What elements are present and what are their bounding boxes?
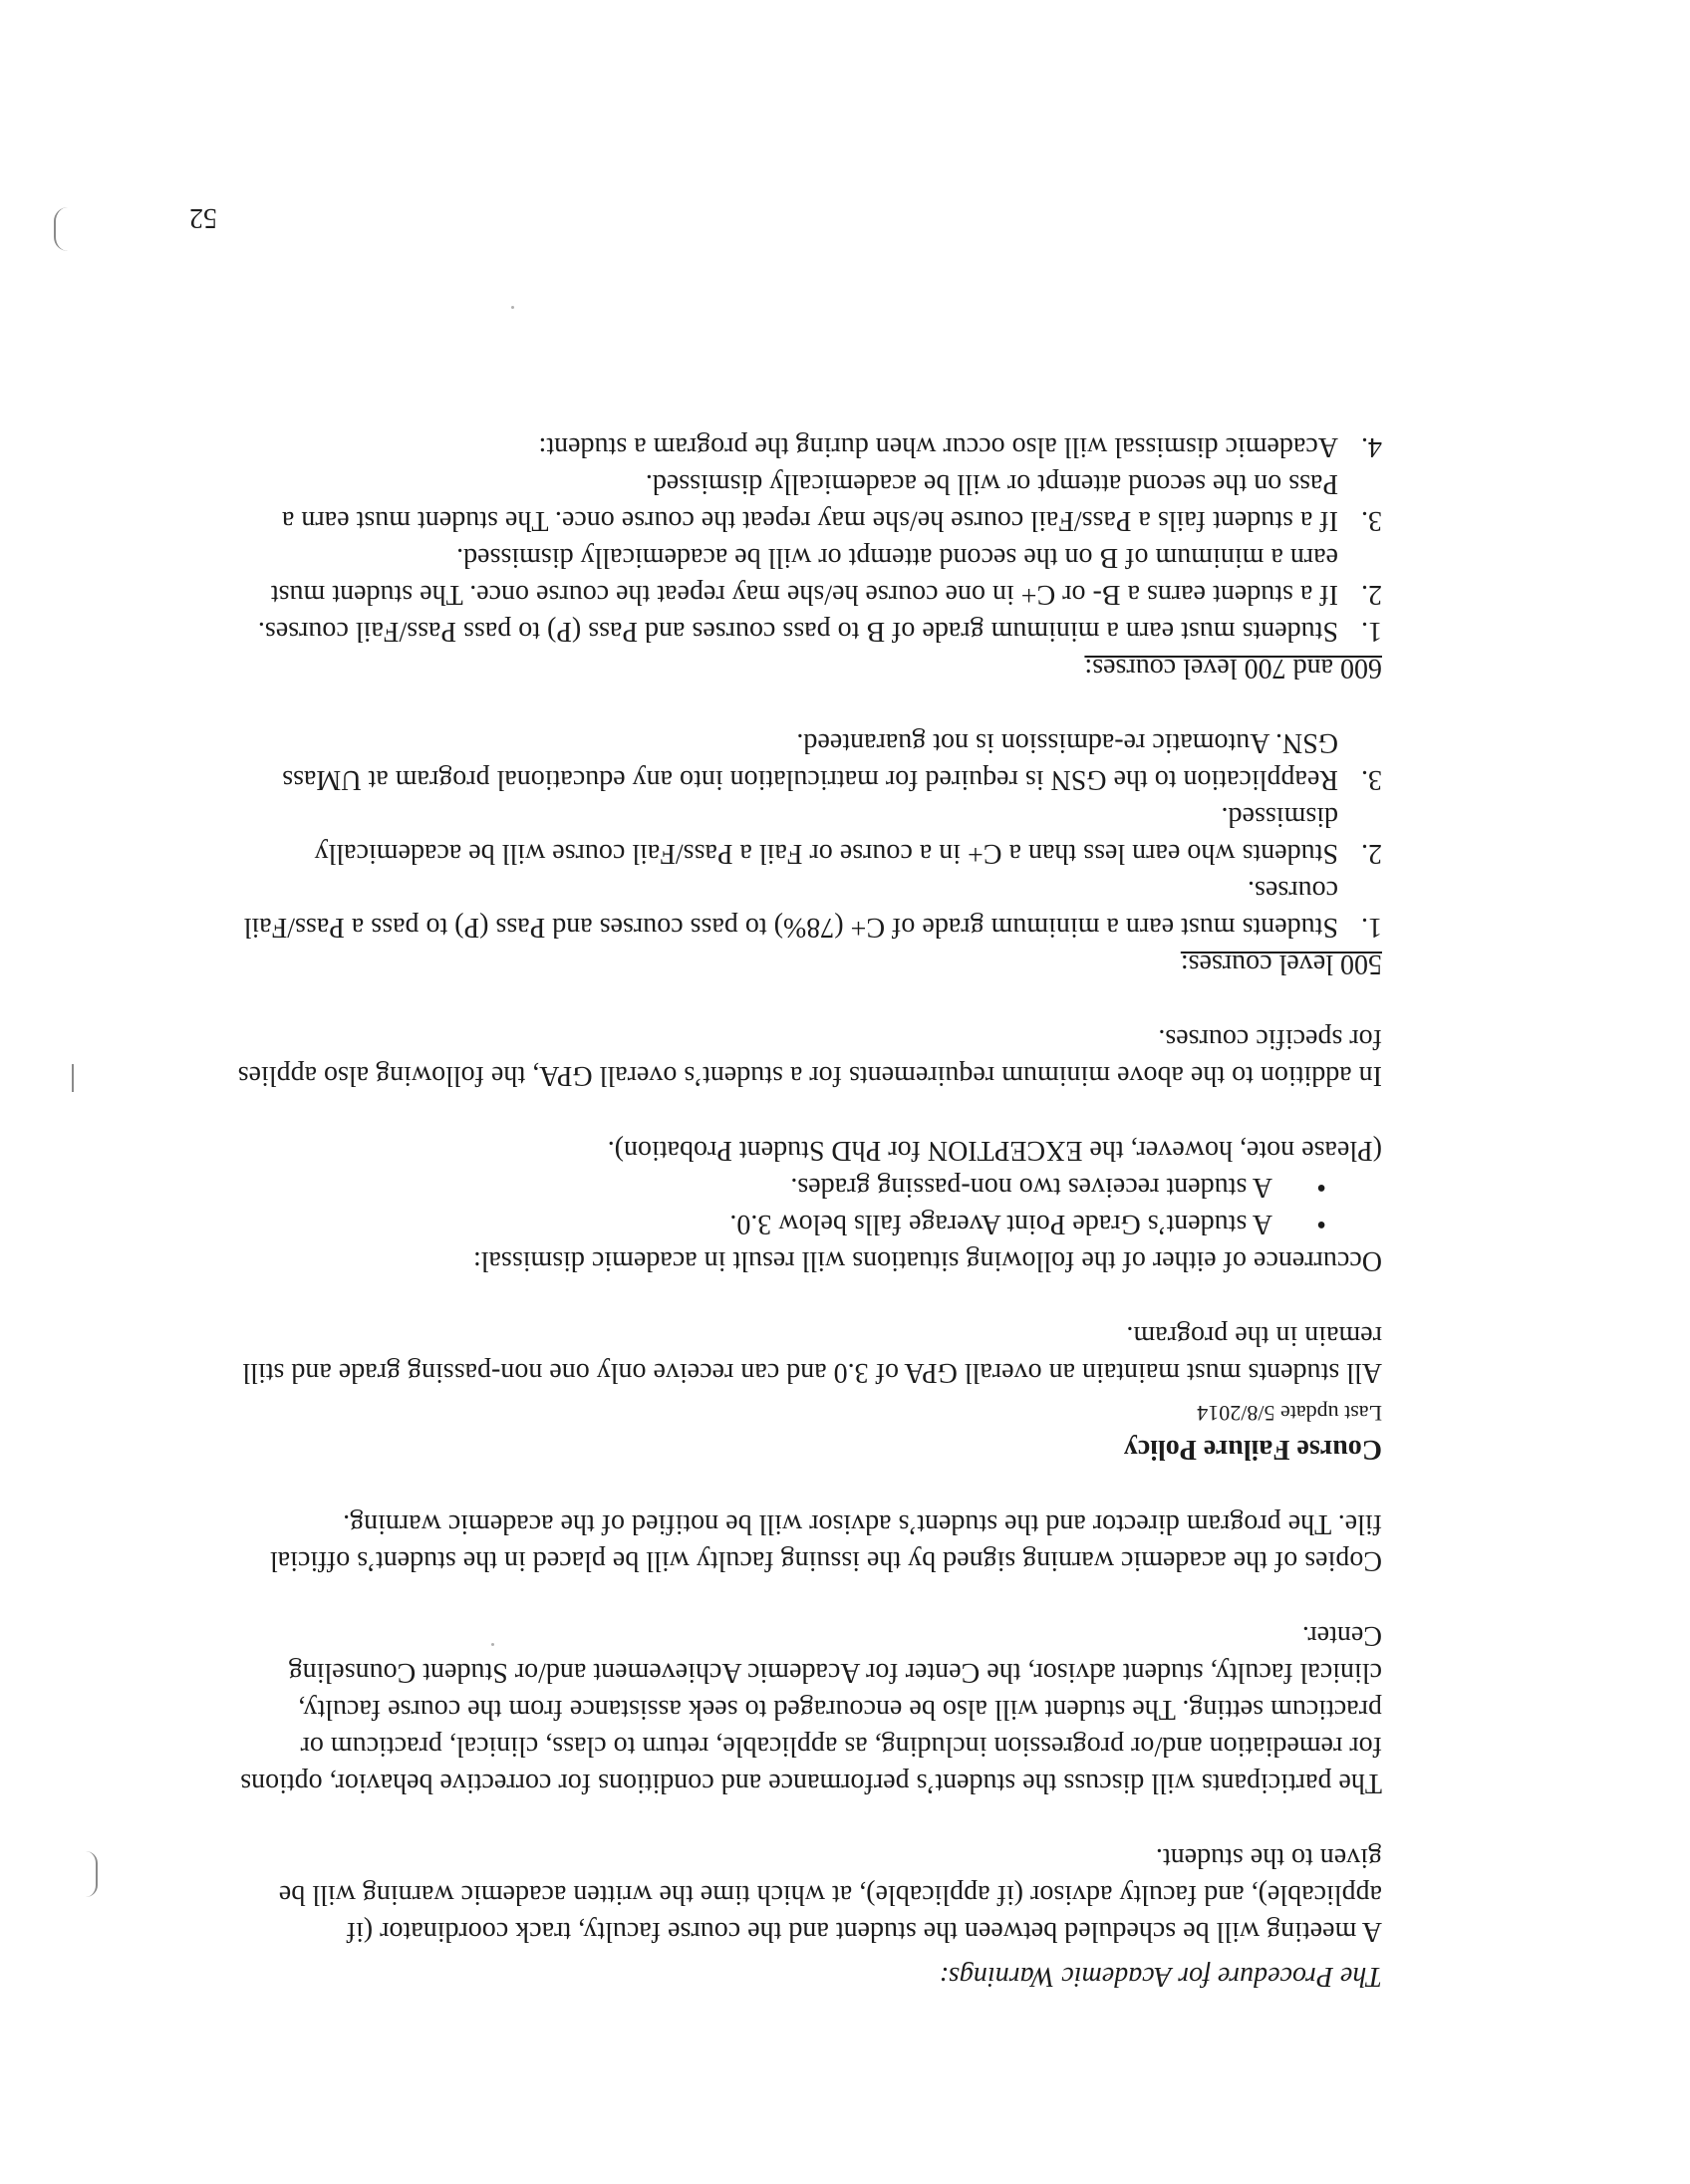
page-content [226,428,1382,1995]
item-number: 4. [1361,431,1382,462]
copies-paragraph: Copies of the academic warning signed by the issuing faculty will be placed in the student’s official file. The program director and the student’s advisor will be notified of the academic warning. [269,1508,1382,1576]
page-number: 52 [189,202,217,233]
dismissal-bullet-item: • A student receives two non-passing grades. [226,1169,1382,1206]
item-number: 3. [1361,764,1382,795]
item-text: Reapplication to the GSN is required for matriculation into any educational program at UMass GSN. Automatic re-admission is not guaranteed. [282,727,1338,795]
item-text: Students must earn a minimum grade of C+ (78%) to pass courses and Pass (P) to pass a Pass/Fail courses. [243,875,1338,943]
item-text: Students must earn a minimum grade of B to pass courses and Pass (P) to pass Pass/Fail courses. [257,616,1338,647]
item-number: 1. [1361,616,1382,647]
exception-note: (Please note, however, the EXCEPTION for PhD Student Probation). [607,1135,1382,1166]
procedure-heading: The Procedure for Academic Warnings: [939,1961,1382,1992]
addition-paragraph: In addition to the above minimum requirements for a student’s overall GPA, the following also applies for specific courses. [237,1023,1382,1091]
item-number: 1. [1361,912,1382,943]
level-600-700-item [226,539,1382,613]
scan-speck [491,1643,494,1646]
level-500-item [226,872,1382,946]
dismissal-bullet-list [226,1169,1382,1242]
item-text: Students who earn less than a C+ in a course or Fail a Pass/Fail course will be academically dismissed. [314,801,1338,869]
last-update-text: Last update 5/8/2014 [1197,1401,1382,1426]
item-number: 3. [1361,505,1382,536]
level-500-heading: 500 level courses: [1180,949,1382,979]
scan-speck [511,306,514,309]
scan-mark [80,1851,98,1897]
level-500-list [226,724,1382,946]
course-failure-policy-title: Course Failure Policy [1123,1434,1382,1465]
item-text: Academic dismissal will also occur when during the program a student: [538,431,1338,462]
scan-mark [69,1064,74,1092]
level-600-700-item [226,613,1382,650]
gpa-paragraph: All students must maintain an overall GPA of 3.0 and can receive only one non-passing grade and still remain in the program. [242,1320,1382,1388]
level-600-700-list [226,428,1382,650]
level-600-700-heading: 600 and 700 level courses: [1084,653,1382,683]
level-500-item [226,798,1382,872]
scan-mark [54,207,74,251]
item-number: 2. [1361,579,1382,610]
item-number: 2. [1361,838,1382,869]
item-text: If a student fails a Pass/Fail course he/she may repeat the course once. The student must earn a Pass on the second attempt or will be academically dismissed. [281,468,1338,536]
level-600-700-item [226,428,1382,465]
participants-paragraph: The participants will discuss the student’s performance and conditions for corrective behavior, options for remediation and/or progression including, as applicable, return to class, clinical, practicum or practicum setting. The student will also be encouraged to seek assistance from the course faculty, clinical faculty, student advisor, the Center for Academic Achievement and/or Student Counseling Center. [240,1620,1382,1798]
item-text: If a student earns a B- or C+ in one course he/she may repeat the course once. The student must earn a minimum of B on the second attempt or will be academically dismissed. [270,542,1338,610]
dismissal-intro: Occurrence of either of the following situations will result in academic dismissal: [472,1245,1382,1276]
dismissal-bullet-item: • A student’s Grade Point Average falls below 3.0. [226,1206,1382,1242]
meeting-paragraph: A meeting will be scheduled between the student and the course faculty, track coordinator (if applicable), and faculty advisor (if applicable), at which time the written academic warning will be given to the student. [278,1842,1382,1947]
level-600-700-item [226,465,1382,539]
level-500-item [226,724,1382,798]
